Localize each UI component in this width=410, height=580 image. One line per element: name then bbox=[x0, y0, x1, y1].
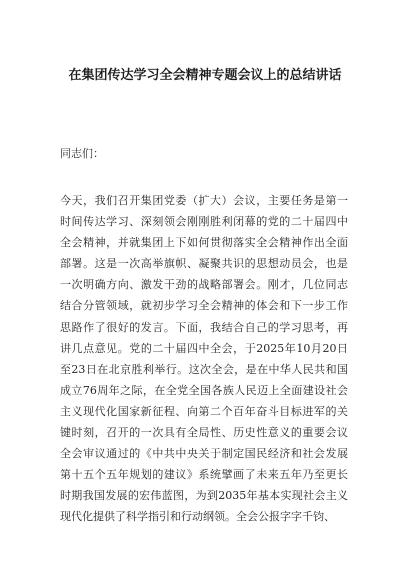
body-line: 思路作了很好的发言。下面，我结合自己的学习思考，再 bbox=[60, 320, 348, 334]
body-paragraph bbox=[60, 190, 348, 528]
body-line: 一次明确方向、激发干劲的战略部署会。刚才，几位同志 bbox=[60, 278, 348, 292]
document-title: 在集团传达学习全会精神专题会议上的总结讲话 bbox=[68, 68, 342, 83]
body-line: 现代化提供了科学指引和行动纲领。全会公报字字千钧、 bbox=[60, 510, 335, 524]
body-line: 部署。这是一次高举旗帜、凝聚共识的思想动员会，也是 bbox=[60, 257, 348, 271]
body-line: 第十五个五年规划的建议》系统擘画了未来五年乃至更长 bbox=[60, 468, 348, 482]
body-line: 全会精神，并就集团上下如何贯彻落实全会精神作出全面 bbox=[60, 236, 348, 250]
body-line: 全会审议通过的《中共中央关于制定国民经济和社会发展 bbox=[60, 447, 348, 461]
body-line: 键时刻，召开的一次具有全局性、历史性意义的重要会议 bbox=[60, 426, 348, 440]
body-line: 时间传达学习、深刻领会刚刚胜利闭幕的党的二十届四中 bbox=[60, 215, 348, 229]
body-line: 主义现代化国家新征程、向第二个百年奋斗目标进军的关 bbox=[60, 404, 348, 418]
body-line: 讲几点意见。党的二十届四中全会，于2025年10月20日 bbox=[60, 341, 348, 355]
body-line: 时期我国发展的宏伟蓝图，为到2035年基本实现社会主义 bbox=[60, 489, 348, 503]
body-line: 结合分管领域，就初步学习全会精神的体会和下一步工作 bbox=[60, 299, 348, 313]
salutation: 同志们： bbox=[60, 147, 104, 160]
body-line: 成立76周年之际，在全党全国各族人民迈上全面建设社会 bbox=[60, 383, 348, 397]
body-line: 至23日在北京胜利举行。这次全会，是在中华人民共和国 bbox=[60, 362, 348, 376]
body-line: 今天，我们召开集团党委（扩大）会议，主要任务是第一 bbox=[60, 194, 348, 207]
